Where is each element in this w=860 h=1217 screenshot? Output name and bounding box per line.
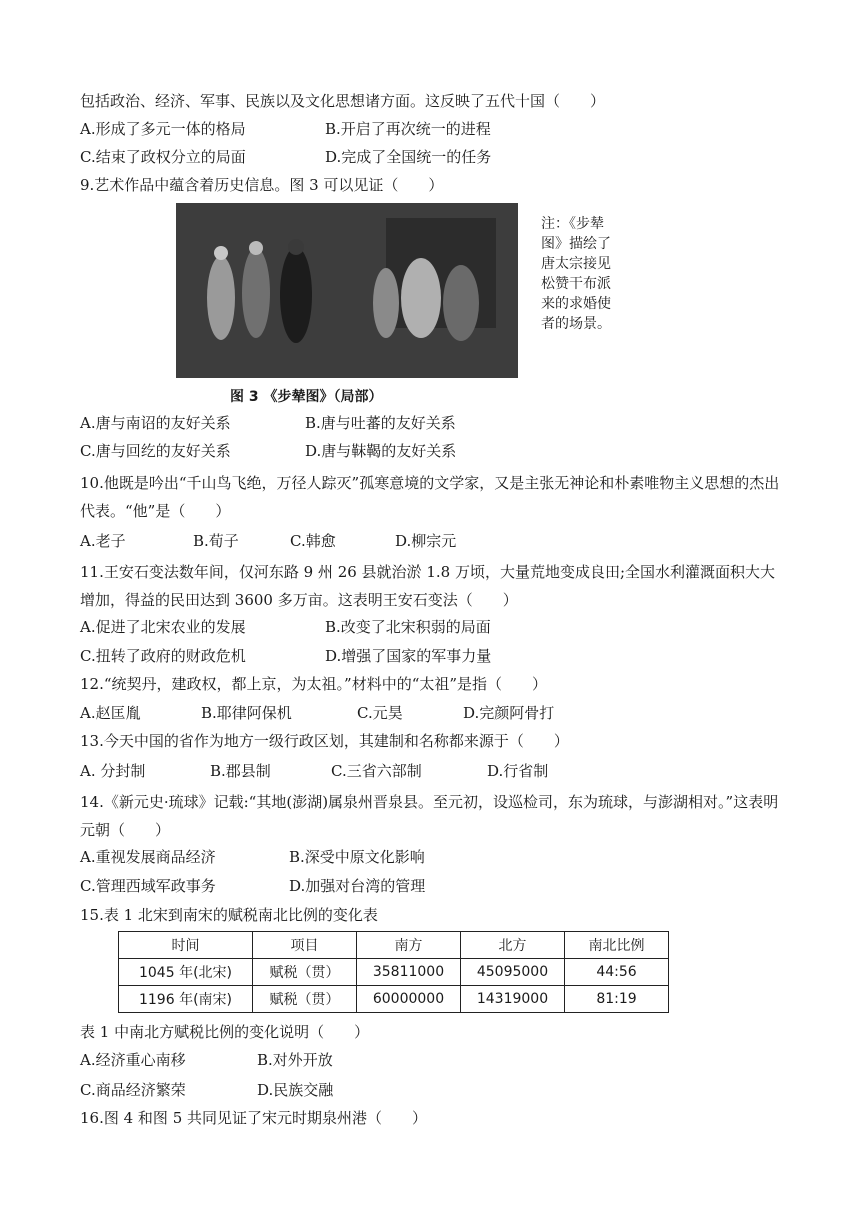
q14-option-c[interactable]: C.管理西域军政事务 [80, 877, 216, 895]
question-10-stem: 10.他既是吟出“千山鸟飞绝，万径人踪灭”孤寒意境的文学家，又是主张无神论和朴素唯物主义思想的杰出代表。“他”是（ ） [80, 474, 780, 520]
q9-option-c[interactable]: C.唐与回纥的友好关系 [80, 442, 231, 460]
q13-option-b[interactable]: B.郡县制 [210, 762, 271, 780]
table-cell: 44:56 [565, 959, 669, 986]
q12-option-d[interactable]: D.完颜阿骨打 [463, 704, 555, 722]
q8-option-d[interactable]: D.完成了全国统一的任务 [325, 148, 492, 166]
question-15-stem: 15.表 1 北宋到南宋的赋税南北比例的变化表 [80, 906, 378, 924]
q10-option-d[interactable]: D.柳宗元 [395, 532, 457, 550]
q15-option-a[interactable]: A.经济重心南移 [80, 1051, 186, 1069]
question-13-stem: 13.今天中国的省作为地方一级行政区划，其建制和名称都来源于（ ） [80, 732, 569, 750]
figure-3-note: 注：《步辇图》描绘了唐太宗接见松赞干布派来的求婚使者的场景。 [541, 216, 611, 332]
table-cell: 赋税（贯） [253, 986, 357, 1013]
q8-option-b[interactable]: B.开启了再次统一的进程 [325, 120, 491, 138]
q14-option-b[interactable]: B.深受中原文化影响 [289, 848, 425, 866]
q14-option-d[interactable]: D.加强对台湾的管理 [289, 877, 426, 895]
table-cell: 1196 年(南宋) [119, 986, 253, 1013]
q10-option-b[interactable]: B.荀子 [193, 532, 239, 550]
table-cell: 35811000 [357, 959, 461, 986]
q11-option-c[interactable]: C.扭转了政府的财政危机 [80, 647, 246, 665]
question-15-subquestion: 表 1 中南北方赋税比例的变化说明（ ） [80, 1023, 370, 1041]
header-cell: 时间 [119, 932, 253, 959]
question-11-stem: 11.王安石变法数年间，仅河东路 9 州 26 县就治淤 1.8 万顷，大量荒地变成良田;全国水利灌溉面积大大增加，得益的民田达到 3600 多万亩。这表明王安石变法（ ） [80, 563, 776, 609]
q9-option-d[interactable]: D.唐与靺鞨的友好关系 [305, 442, 457, 460]
q9-option-b[interactable]: B.唐与吐蕃的友好关系 [305, 414, 456, 432]
q10-option-c[interactable]: C.韩愈 [290, 532, 336, 550]
table-1 [118, 931, 669, 1013]
table-cell: 81:19 [565, 986, 669, 1013]
table-row [119, 986, 669, 1013]
q11-option-a[interactable]: A.促进了北宋农业的发展 [80, 618, 246, 636]
q8-option-c[interactable]: C.结束了政权分立的局面 [80, 148, 246, 166]
q13-option-d[interactable]: D.行省制 [487, 762, 549, 780]
q13-option-c[interactable]: C.三省六部制 [331, 762, 422, 780]
question-9-stem: 9.艺术作品中蕴含着历史信息。图 3 可以见证（ ） [80, 176, 444, 194]
question-8-stem-tail: 包括政治、经济、军事、民族以及文化思想诸方面。这反映了五代十国（ ） [80, 92, 606, 110]
table-cell: 1045 年(北宋) [119, 959, 253, 986]
figure-3-caption: 图 3 《步辇图》（局部） [230, 389, 383, 405]
q12-option-c[interactable]: C.元昊 [357, 704, 403, 722]
table-cell: 60000000 [357, 986, 461, 1013]
q8-option-a[interactable]: A.形成了多元一体的格局 [80, 120, 246, 138]
q11-option-d[interactable]: D.增强了国家的军事力量 [325, 647, 492, 665]
header-cell: 北方 [461, 932, 565, 959]
q11-option-b[interactable]: B.改变了北宋积弱的局面 [325, 618, 491, 636]
q9-option-a[interactable]: A.唐与南诏的友好关系 [80, 414, 231, 432]
question-14-stem: 14.《新元史·琉球》记载:“其地(澎湖)属泉州晋泉县。至元初，设巡检司，东为琉球，与澎湖相对。”这表明元朝（ ） [80, 793, 779, 839]
q10-option-a[interactable]: A.老子 [80, 532, 126, 550]
q12-option-a[interactable]: A.赵匡胤 [80, 704, 141, 722]
q15-option-d[interactable]: D.民族交融 [257, 1081, 334, 1099]
table-header-row [119, 932, 669, 959]
header-cell: 项目 [253, 932, 357, 959]
q15-option-b[interactable]: B.对外开放 [257, 1051, 333, 1069]
question-12-stem: 12.“统契丹，建政权，都上京，为太祖。”材料中的“太祖”是指（ ） [80, 675, 548, 693]
table-cell: 45095000 [461, 959, 565, 986]
q14-option-a[interactable]: A.重视发展商品经济 [80, 848, 216, 866]
table-row [119, 959, 669, 986]
header-cell: 南方 [357, 932, 461, 959]
question-16-stem: 16.图 4 和图 5 共同见证了宋元时期泉州港（ ） [80, 1109, 428, 1127]
q12-option-b[interactable]: B.耶律阿保机 [201, 704, 292, 722]
table-cell: 14319000 [461, 986, 565, 1013]
table-cell: 赋税（贯） [253, 959, 357, 986]
q15-option-c[interactable]: C.商品经济繁荣 [80, 1081, 186, 1099]
header-cell: 南北比例 [565, 932, 669, 959]
q13-option-a[interactable]: A. 分封制 [80, 762, 146, 780]
figure-3-painting [176, 203, 518, 378]
